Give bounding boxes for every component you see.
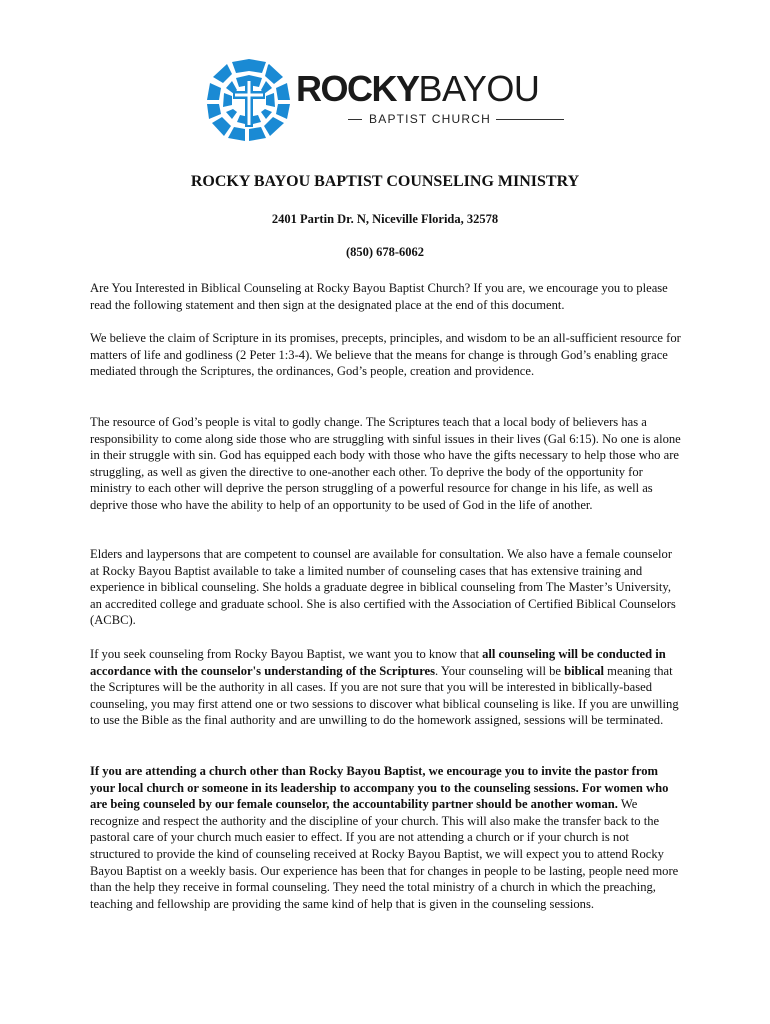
paragraph-scripture-authority <box>90 646 682 729</box>
logo-brand-bold: ROCKY <box>296 68 419 109</box>
paragraph-intro: Are You Interested in Biblical Counseling at Rocky Bayou Baptist Church? If you are, we encourage you to please read the following statement and then sign at the designated place at the end of this document. <box>90 281 668 312</box>
p5-bold-d: biblical <box>564 663 605 678</box>
phone-line: (850) 678-6062 <box>345 245 425 259</box>
logo-brand <box>296 67 539 111</box>
p5-text-c: . Your counseling will be <box>435 663 565 678</box>
logo-brand-light: BAYOU <box>418 68 540 109</box>
cross-octagon-icon <box>206 57 292 143</box>
p5-text-a: If you seek counseling from Rocky Bayou Baptist, we want you to know that <box>90 647 483 661</box>
logo-subtitle: BAPTIST CHURCH <box>369 112 491 126</box>
address-line: 2401 Partin Dr. N, Niceville Florida, 32578 <box>271 212 499 226</box>
church-logo <box>206 57 566 147</box>
p5-text-e: meaning that the Scriptures will be the authority in all cases. If you are not sure that you will be interested in biblically-based counseling, you may first attend one or two sessions to discover what biblical counseling is like. If you are unwilling to use the Bible as the final authority and are unwilling to do the homework assigned, sessions will be terminated. <box>90 663 679 728</box>
p6-rest: We recognize and respect the authority and the discipline of your church. This will also make the transfer back to the pastoral care of your church much easier to effect. If you are not attending a church or if your church is not structured to provide the kind of counseling received at Rocky Bayou Baptist, we will expect you to attend Rocky Bayou Baptist on a weekly basis. Our experience has been that for changes in people to be lasting, people need more than the help they receive in formal counseling. They need the total ministry of a church in which the preaching, teaching and fellowship are providing the same kind of help that is given in the counseling sessions. <box>90 797 679 911</box>
p5-bold-b: all counseling will be conducted in accordance with the counselor's understanding of the Scriptures <box>90 647 666 678</box>
logo-rule-right <box>496 119 564 120</box>
page-title: ROCKY BAYOU BAPTIST COUNSELING MINISTRY <box>190 173 580 190</box>
paragraph-counselors: Elders and laypersons that are competent to counsel are available for consultation. We also have a female counselor at Rocky Bayou Baptist available to take a limited number of counseling cases that has extensive training and experience in biblical counseling. She holds a graduate degree in biblical counseling from The Master’s University, an accredited college and graduate school. She is also certified with the Association of Certified Biblical Counselors (ACBC). <box>90 547 676 628</box>
paragraph-gods-people: The resource of God’s people is vital to godly change. The Scriptures teach that a local body of believers has a responsibility to come along side those who are struggling with sinful issues in their lives (Gal 6:15). No one is alone in their struggle with sin. God has equipped each body with those who have the gifts necessary to help those who are struggling, as well as given the directive to one-another each other. To deprive the body of the opportunity for ministry to each other will deprive the person struggling of a powerful resource for change in his life, as well as deprive those who have the ability to help of an opportunity to be used of God in the life of another. <box>90 415 681 512</box>
logo-rule-left <box>348 119 362 120</box>
p6-bold: If you are attending a church other than Rocky Bayou Baptist, we encourage you to invite the pastor from your local church or someone in its leadership to accompany you to the counseling sessions. For women who are being counseled by our female counselor, the accountability partner should be another woman. <box>90 764 669 812</box>
logo-subtitle-row <box>296 111 564 127</box>
paragraph-other-church <box>90 763 682 912</box>
logo-wordmark <box>296 65 566 135</box>
paragraph-beliefs: We believe the claim of Scripture in its promises, precepts, principles, and wisdom to be an all-sufficient resource for matters of life and godliness (2 Peter 1:3-4). We believe that the means for change is through God’s enabling grace mediated through the Scriptures, the ordinances, God’s people, creation and providence. <box>90 331 681 379</box>
